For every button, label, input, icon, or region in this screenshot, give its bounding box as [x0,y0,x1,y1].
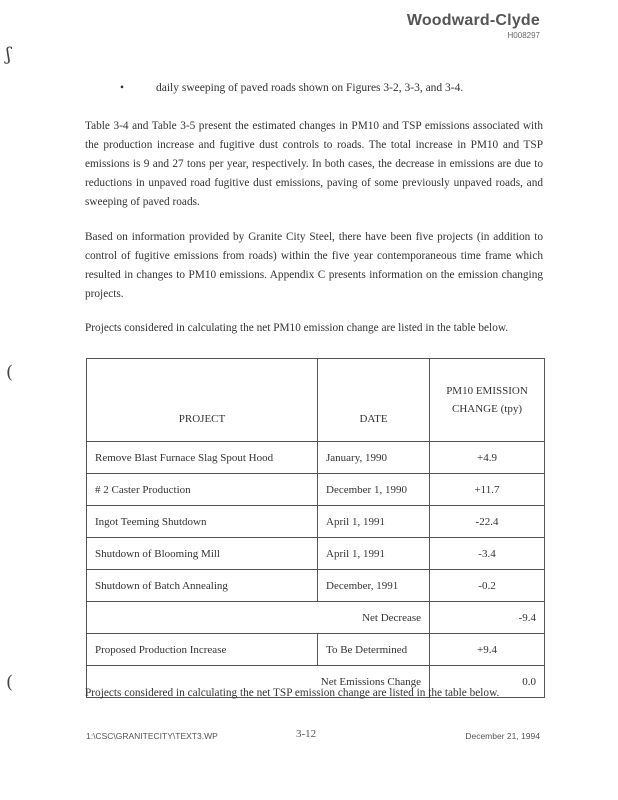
cell-change: -22.4 [430,506,545,538]
net-decrease-value: -9.4 [430,602,545,634]
header-change-line1: PM10 EMISSION [446,385,528,397]
document-code: H008297 [507,31,540,40]
cell-change: -3.4 [430,538,545,570]
header-date: DATE [318,359,430,442]
cell-project: # 2 Caster Production [87,474,318,506]
header-project: PROJECT [87,359,318,442]
footer-date: December 21, 1994 [465,731,540,741]
cell-date: December, 1991 [318,570,430,602]
cell-date: April 1, 1991 [318,506,430,538]
net-change-label: Net Emissions Change [87,666,430,698]
net-decrease-row [87,602,545,634]
cell-change: +4.9 [430,442,545,474]
table-row [87,474,545,506]
paragraph: Projects considered in calculating the net PM10 emission change are listed in the table below. [85,322,509,334]
net-decrease-label: Net Decrease [87,602,430,634]
binder-hole-mark: ( [6,362,14,383]
bullet-item [120,82,463,94]
table-header-row [87,359,545,442]
header-change [430,359,545,442]
header-change-line2: CHANGE (tpy) [452,403,522,415]
cell-date: January, 1990 [318,442,430,474]
cell-project: Shutdown of Batch Annealing [87,570,318,602]
paragraph: Based on information provided by Granite City Steel, there have been five projects (in addition to control of fugitive emissions from roads) within the five year contemporaneous time frame which resulted in changes to PM10 emissions. Appendix C presents information on the emission changing projects. [85,231,543,300]
letterhead [407,12,540,40]
binder-hole-mark: ( [6,672,14,693]
company-name: Woodward-Clyde [406,12,540,29]
cell-change: -0.2 [430,570,545,602]
net-change-value: 0.0 [430,666,545,698]
cell-date: To Be Determined [318,634,430,666]
proposed-row [87,634,545,666]
table-row [87,538,545,570]
bullet-dot: • [120,82,125,94]
page-number: 3-12 [296,728,317,740]
footer-file-path: 1:\CSC\GRANITECITY\TEXT3.WP [86,731,218,741]
pm10-projects-table [86,358,545,698]
paragraph: Table 3-4 and Table 3-5 present the estimated changes in PM10 and TSP emissions associated with the production increase and fugitive dust controls to roads. The total increase in PM10 and TSP emissions is 9 and 27 tons per year, respectively. In both cases, the decrease in emissions are due to reductions in unpaved road fugitive dust emissions, paving of some previously unpaved roads, and sweeping of paved roads. [85,120,543,208]
table-row [87,570,545,602]
cell-date: April 1, 1991 [318,538,430,570]
cell-project: Remove Blast Furnace Slag Spout Hood [87,442,318,474]
cell-project: Shutdown of Blooming Mill [87,538,318,570]
binder-hole-mark: ʃ [6,44,11,65]
paragraph: Projects considered in calculating the net TSP emission change are listed in the table below. [85,687,500,699]
bullet-text: daily sweeping of paved roads shown on Figures 3-2, 3-3, and 3-4. [156,82,464,94]
cell-date: December 1, 1990 [318,474,430,506]
cell-change: +9.4 [430,634,545,666]
table-row [87,506,545,538]
cell-project: Proposed Production Increase [87,634,318,666]
table-row [87,442,545,474]
cell-project: Ingot Teeming Shutdown [87,506,318,538]
cell-change: +11.7 [430,474,545,506]
